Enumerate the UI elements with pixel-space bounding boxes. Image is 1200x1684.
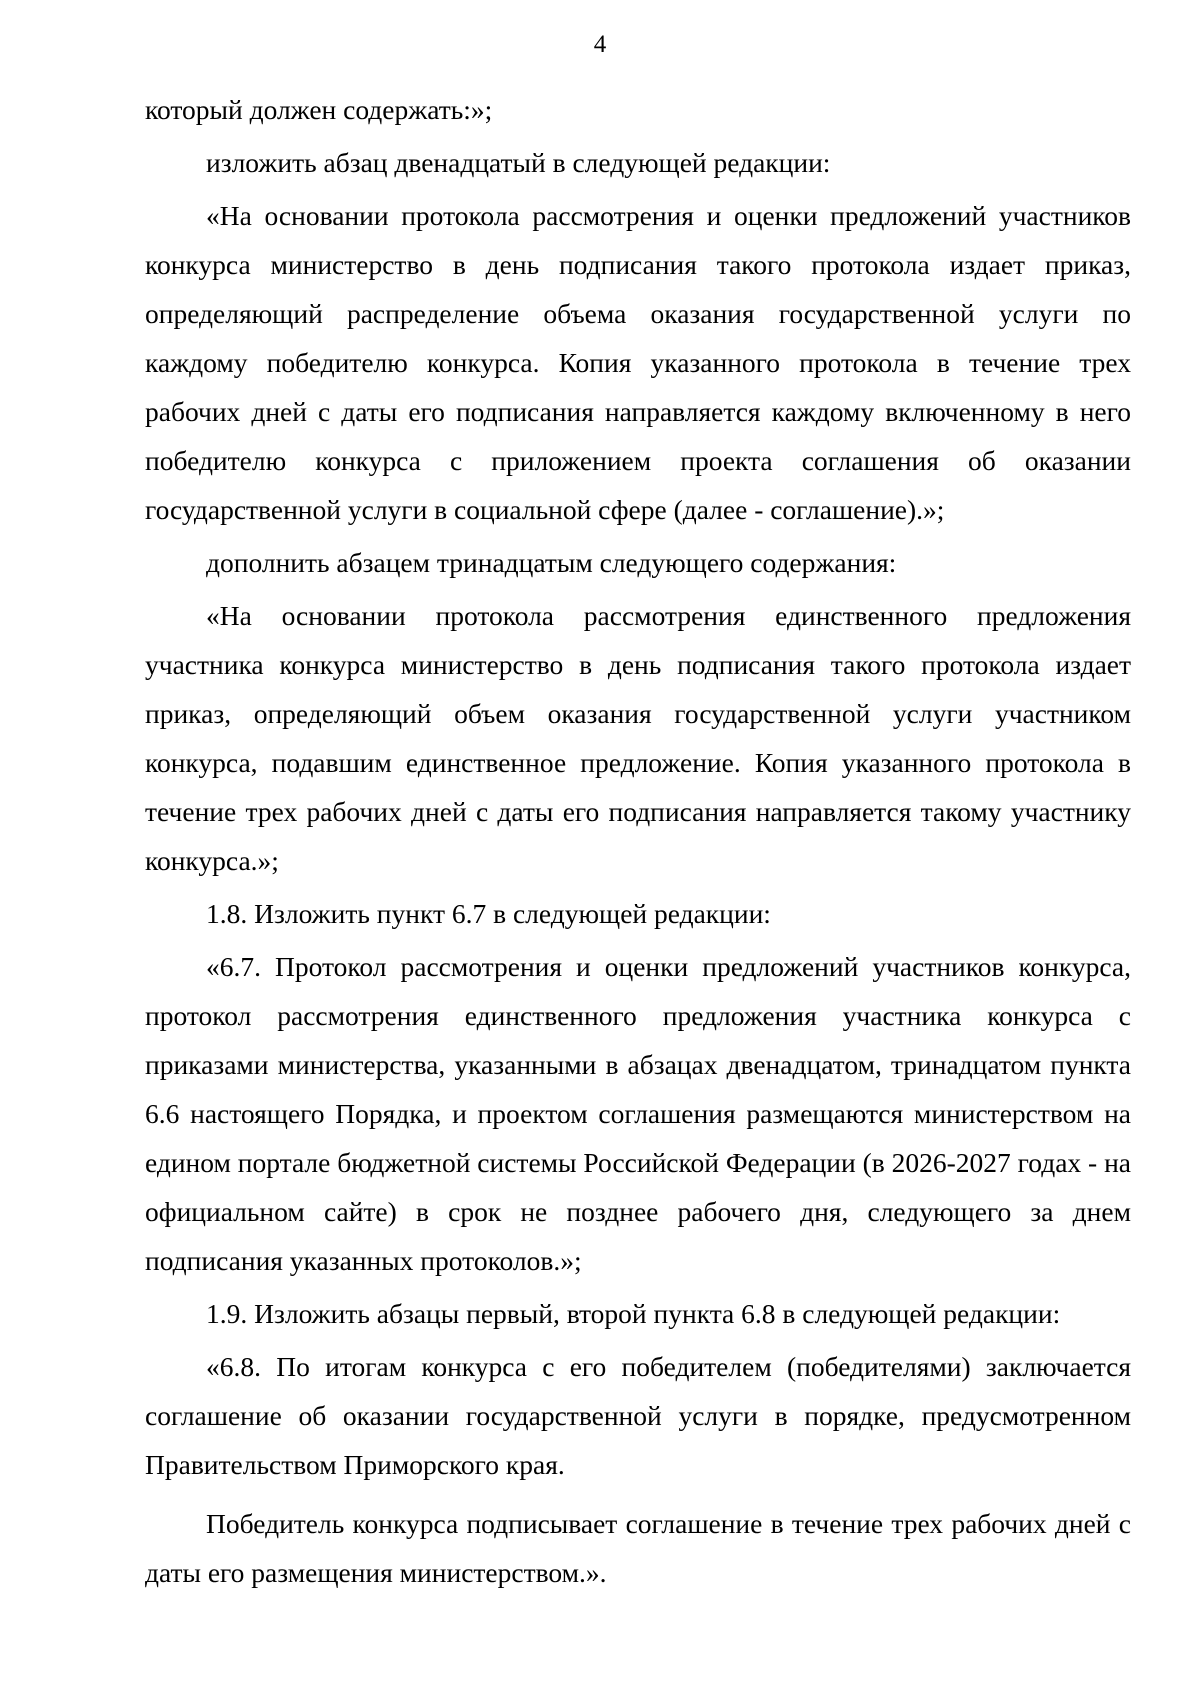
paragraph: 1.9. Изложить абзацы первый, второй пункта 6.8 в следующей редакции: (206, 1298, 1061, 1329)
paragraph: 1.8. Изложить пункт 6.7 в следующей редакции: (206, 898, 771, 929)
page-number: 4 (593, 31, 607, 58)
paragraph: изложить абзац двенадцатый в следующей редакции: (206, 147, 831, 178)
paragraph: «6.8. По итогам конкурса с его победителем (победителями) заключается соглашение об оказании государственной услуги в порядке, предусмотренном Правительством Приморского края. (145, 1351, 1131, 1480)
paragraph: «6.7. Протокол рассмотрения и оценки предложений участников конкурса, протокол рассмотрения единственного предложения участника конкурса с приказами министерства, указанными в абзацах двенадцатом, тринадцатом пункта 6.6 настоящего Порядка, и проектом соглашения размещаются министерством на едином портале бюджетной системы Российской Федерации (в 2026-2027 годах - на официальном сайте) в срок не позднее рабочего дня, следующего за днем подписания указанных протоколов.»; (145, 951, 1131, 1276)
paragraph: «На основании протокола рассмотрения и оценки предложений участников конкурса министерство в день подписания такого протокола издает приказ, определяющий распределение объема оказания государственной услуги по каждому победителю конкурса. Копия указанного протокола в течение трех рабочих дней с даты его подписания направляется каждому включенному в него победителю конкурса с приложением проекта соглашения об оказании государственной услуги в социальной сфере (далее - соглашение).»; (145, 200, 1131, 525)
paragraph: Победитель конкурса подписывает соглашение в течение трех рабочих дней с даты его размещения министерством.». (145, 1508, 1131, 1588)
paragraph: дополнить абзацем тринадцатым следующего содержания: (206, 547, 897, 578)
document-body (145, 85, 1131, 1601)
paragraph: «На основании протокола рассмотрения единственного предложения участника конкурса министерство в день подписания такого протокола издает приказ, определяющий объем оказания государственной услуги участником конкурса, подавшим единственное предложение. Копия указанного протокола в течение трех рабочих дней с даты его подписания направляется такому участнику конкурса.»; (145, 600, 1131, 876)
paragraph: который должен содержать:»; (145, 94, 493, 125)
